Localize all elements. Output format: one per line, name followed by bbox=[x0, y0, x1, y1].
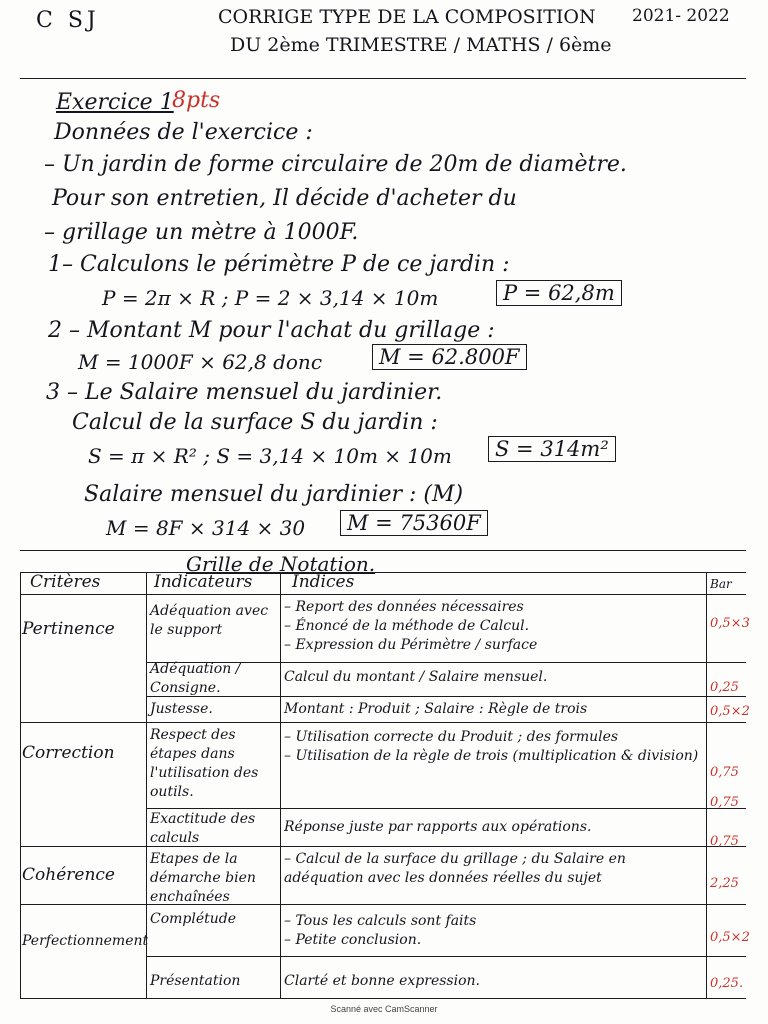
result-salary: M = 75360F bbox=[340, 510, 488, 536]
exercise-line: S = π × R² ; S = 3,14 × 10m × 10m bbox=[88, 444, 452, 468]
document-title-line1: CORRIGE TYPE DE LA COMPOSITION bbox=[218, 6, 596, 28]
indices-cell: – Tous les calculs sont faits – Petite conclusion. bbox=[284, 913, 477, 948]
score-cell: 0,75 0,75 bbox=[710, 765, 739, 810]
result-perimeter: P = 62,8m bbox=[496, 280, 622, 306]
score-cell: 0,5×2 bbox=[710, 704, 750, 719]
header-criteres: Critères bbox=[30, 572, 101, 592]
exercise-line: M = 8F × 314 × 30 bbox=[106, 516, 306, 540]
indices-cell: Calcul du montant / Salaire mensuel. bbox=[284, 669, 548, 685]
indices-cell: Montant : Produit ; Salaire : Règle de trois bbox=[284, 701, 588, 717]
indicateur-cell: Justesse. bbox=[150, 701, 213, 717]
grid-title: Grille de Notation. bbox=[186, 552, 376, 576]
indicateur-cell: Etapes de la démarche bien enchaînées bbox=[150, 851, 256, 905]
indicateur-cell: Exactitude des calculs bbox=[150, 811, 256, 846]
result-surface: S = 314m² bbox=[488, 436, 616, 462]
score-cell: 0,75 bbox=[710, 834, 739, 849]
header-bareme: Bar bbox=[710, 577, 732, 591]
indicateur-cell: Présentation bbox=[150, 973, 241, 989]
exercise-line: Calcul de la surface S du jardin : bbox=[72, 410, 438, 435]
exercise-line: 2 – Montant M pour l'achat du grillage : bbox=[48, 318, 495, 343]
score-cell: 0,25 bbox=[710, 680, 739, 695]
header-divider bbox=[20, 78, 746, 79]
score-cell: 0,25. bbox=[710, 976, 744, 991]
score-cell: 0,5×2 bbox=[710, 930, 750, 945]
header-indicateurs: Indicateurs bbox=[154, 572, 253, 592]
critere-perfectionnement: Perfectionnement bbox=[22, 933, 149, 949]
school-year: 2021- 2022 bbox=[632, 6, 730, 26]
exercise-line: Pour son entretien, Il décide d'acheter du bbox=[52, 186, 517, 211]
indicateur-cell: Adéquation avec le support bbox=[150, 603, 269, 638]
scanner-watermark: Scanné avec CamScanner bbox=[330, 1004, 438, 1014]
indices-cell: – Utilisation correcte du Produit ; des formules – Utilisation de la règle de trois (multiplication & division) bbox=[284, 729, 699, 764]
indicateur-cell: Adéquation / Consigne. bbox=[150, 661, 241, 696]
indices-cell: – Report des données nécessaires – Énoncé de la méthode de Calcul. – Expression du Périmètre / surface bbox=[284, 599, 538, 653]
result-amount: M = 62.800F bbox=[372, 344, 527, 370]
indicateur-cell: Complétude bbox=[150, 911, 237, 927]
critere-coherence: Cohérence bbox=[22, 865, 115, 885]
indices-cell: – Calcul de la surface du grillage ; du Salaire en adéquation avec les données réelles du sujet bbox=[284, 851, 626, 886]
indicateur-cell: Respect des étapes dans l'utilisation des outils. bbox=[150, 727, 259, 800]
exercise-line: – grillage un mètre à 1000F. bbox=[44, 220, 359, 245]
document-title-line2: DU 2ème TRIMESTRE / MATHS / 6ème bbox=[230, 34, 612, 56]
school-name: C SJ bbox=[36, 8, 100, 33]
score-cell: 0,5×3 bbox=[710, 616, 750, 631]
section-divider bbox=[20, 550, 746, 551]
indices-cell: Clarté et bonne expression. bbox=[284, 973, 480, 989]
critere-pertinence: Pertinence bbox=[22, 619, 115, 639]
exercise-line: – Un jardin de forme circulaire de 20m de diamètre. bbox=[44, 152, 627, 177]
critere-correction: Correction bbox=[22, 743, 115, 763]
score-cell: 2,25 bbox=[710, 876, 739, 891]
exercise-points: 8pts bbox=[172, 88, 221, 113]
exercise-line: P = 2π × R ; P = 2 × 3,14 × 10m bbox=[102, 286, 439, 310]
exercise-line: M = 1000F × 62,8 donc bbox=[78, 350, 323, 374]
header-indices: Indices bbox=[292, 572, 355, 592]
exercise-line: 1– Calculons le périmètre P de ce jardin : bbox=[48, 252, 510, 277]
exercise-title: Exercice 1 bbox=[56, 90, 174, 115]
exercise-line: Données de l'exercice : bbox=[54, 120, 313, 145]
indices-cell: Réponse juste par rapports aux opérations. bbox=[284, 819, 592, 835]
exercise-line: 3 – Le Salaire mensuel du jardinier. bbox=[46, 380, 443, 405]
exercise-line: Salaire mensuel du jardinier : (M) bbox=[84, 482, 464, 507]
